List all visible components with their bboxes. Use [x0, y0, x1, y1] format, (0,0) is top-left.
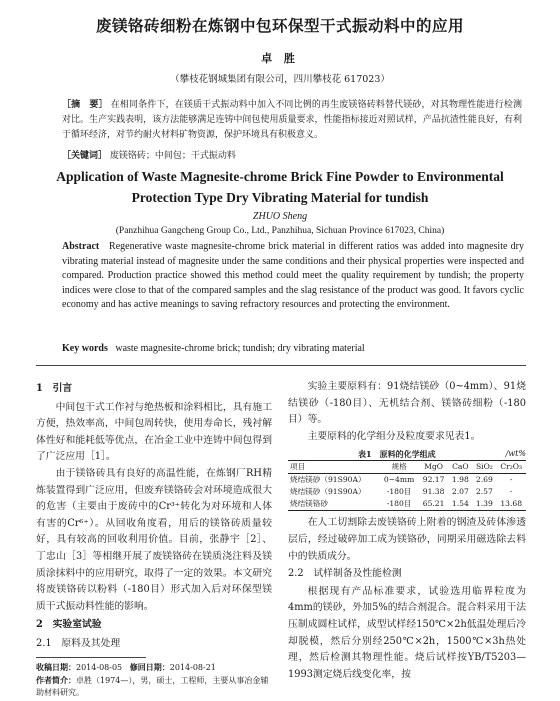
section-2-heading: 2 实验室试验	[36, 619, 102, 631]
paper-title-en	[0, 166, 560, 208]
author-info-text: 卓胜（1974—），男，硕士，工程师，主要从事冶金辅助材料研究。	[36, 676, 269, 697]
table-header-cell: MgO	[424, 462, 444, 472]
table-cell: 烧结镁铬砂	[290, 499, 328, 509]
abstract-cn-label: ［摘 要］	[62, 100, 108, 110]
keywords-en-text: waste magnesite-chrome brick; tundish; dry vibrating material	[115, 343, 365, 354]
table-cell: -	[509, 487, 513, 497]
title-en-line-1: Application of Waste Magnesite-chrome Brick Fine Powder to Environmental	[56, 169, 504, 184]
table-cell: 1.39	[475, 499, 493, 509]
paper-title-cn: 废镁铬砖细粉在炼钢中包环保型干式振动料中的应用	[95, 16, 464, 35]
table-cell: 92.17	[422, 475, 445, 485]
keywords-en-label: Key words	[62, 343, 108, 354]
table-row	[288, 474, 526, 487]
table-cell: 13.68	[500, 499, 523, 509]
keywords-cn-text: 废镁铬砖；中间包；干式振动料	[109, 151, 236, 161]
affiliation-en: (Panzhihua Gangcheng Group Co., Ltd., Panzhihua, Sichuan Province 617023, China)	[115, 226, 445, 236]
section-2-1-heading: 2.1 原料及其处理	[36, 637, 121, 649]
author-info-label: 作者简介：	[36, 675, 76, 685]
table-cell: 91.38	[422, 487, 445, 497]
affiliation-cn: （攀枝花钢城集团有限公司，四川攀枝花 617023）	[170, 74, 390, 85]
abstract-cn	[62, 98, 522, 143]
table-1-caption: 表1 原料的化学组成	[358, 449, 436, 460]
table-cell: -180目	[386, 499, 412, 509]
table-cell: 烧结镁砂（91S90A）	[290, 487, 366, 497]
table-row	[288, 498, 526, 511]
table-cell: 2.57	[475, 487, 493, 497]
keywords-en	[62, 343, 524, 354]
right-column	[288, 379, 526, 683]
left-column	[36, 379, 272, 654]
title-en-line-2: Protection Type Dry Vibrating Material for tundish	[131, 190, 429, 205]
author-name-en: ZHUO Sheng	[252, 211, 308, 222]
intro-paragraph-2: 由于镁铬砖具有良好的高温性能，在炼钢厂RH精炼装置得到广泛应用，但废弃镁铬砖会对环境造成很大的危害（主要由于废砖中的Cr³⁺转化为对环境和人体有害的Cr⁶⁺）。从回收角度看，用后的镁铬砖质量较好，具有较高的回收利用价值。目前，张静宇［2］、丁忠山［3］等相继开展了废镁铬砖在镁质浇注料及镁质涂抹料中的应用研究，取得了一定的效果。本文研究将废镁铬砖以粉料（-180目）形式加入后对环保型镁质干式振动料性能的影响。	[36, 467, 272, 612]
intro-paragraph-1: 中间包干式工作衬与绝热板和涂料相比，具有施工方便，热效率高，中间包周转快，使用寿命长，残衬解体性好和能耗低等优点，在冶金工业中连铸中间包得到了广泛应用［1］。	[36, 401, 272, 463]
materials-paragraph: 实验主要原料有：91烧结镁砂（0~4mm）、91烧结镁砂（-180目）、无机结合剂、镁铬砖细粉（-180目）等。	[288, 381, 526, 426]
sample-prep-paragraph: 根据现有产品标准要求，试验选用临界粒度为4mm的镁砂，外加5%的结合剂混合。混合料采用干法压制成圆柱试样，成型试样经150℃×2h低温处理后冷却脱模，然后分别经250℃×2h，1500℃×3h热处理，然后检测其物理性能。烧后试样按YB/T5203—1993测定烧后线变化率，按	[288, 585, 526, 680]
table-header-row	[288, 461, 526, 474]
table-1-caption-row	[288, 448, 526, 460]
received-date: 2014-08-05	[76, 663, 123, 672]
footnote-dates	[36, 661, 272, 674]
table-cell: 烧结镁砂（91S90A）	[290, 475, 366, 485]
table-header-cell: Cr₂O₃	[500, 462, 523, 472]
header-divider	[36, 365, 526, 366]
table-1	[288, 448, 526, 511]
table-cell: -	[509, 475, 513, 485]
table-cell: 1.54	[451, 499, 469, 509]
table-header-cell: 项目	[290, 462, 306, 472]
footnote	[36, 661, 272, 699]
table-header-cell: CaO	[452, 462, 469, 472]
keywords-cn	[62, 148, 522, 161]
author-name-cn: 卓 胜	[261, 52, 299, 65]
section-2-2-heading: 2.2 试样制备及性能检测	[288, 568, 402, 580]
received-label: 收稿日期：	[36, 662, 76, 672]
revised-date: 2014-08-21	[169, 663, 216, 672]
table-cell: 0~4mm	[383, 475, 415, 485]
revised-label: 修回日期：	[129, 662, 170, 672]
abstract-en-label: Abstract	[62, 241, 100, 252]
table-header-cell: SiO₂	[475, 462, 493, 472]
table-cell: -180目	[386, 487, 412, 497]
keywords-cn-label: ［关键词］	[62, 151, 108, 161]
table-cell: 65.21	[422, 499, 445, 509]
table-1-unit: /wt%	[505, 449, 526, 459]
abstract-cn-text: 在相同条件下，在镁质干式振动料中加入不同比例的再生废镁铬砖料替代镁砂，对其物理性能进行检测对比。生产实践表明，该方法能够满足连铸中间包使用质量要求，性能指标接近对照试样，产品抗渣性能良好，有利于循环经济，对节约耐火材料矿物资源，保护环境具有积极意义。	[62, 100, 522, 140]
table-cell: 2.69	[475, 475, 493, 485]
abstract-en-text: Regenerative waste magnesite-chrome brick material in different ratios was added into magnesite dry vibrating material instead of magnesite under the same conditions and their physical properties were inspected and compared. Production practice showed this method could meet the quality requirement by tundish; the property indices were close to that of the compared samples and the slag resistance of the product was good. It favors cyclic economy and has active meanings to saving refractory resources and protecting the environment.	[62, 241, 525, 311]
table-cell: 1.98	[451, 475, 469, 485]
table-row	[288, 486, 526, 498]
footnote-author	[36, 674, 272, 699]
composition-table	[288, 460, 526, 511]
table-header-cell: 规格	[391, 462, 407, 472]
footnote-divider	[36, 657, 146, 658]
table-cell: 2.07	[451, 487, 469, 497]
section-1-heading: 1 引言	[36, 383, 73, 394]
processing-paragraph: 在人工切割除去废镁铬砖上附着的钢渣及砖体渗透层后，经过破碎加工成为镁铬砂，同期采用磁选除去料中的铁质成分。	[288, 517, 526, 562]
table-reference-paragraph: 主要原料的化学组分及粒度要求见表1。	[307, 430, 481, 442]
abstract-en	[62, 240, 524, 313]
